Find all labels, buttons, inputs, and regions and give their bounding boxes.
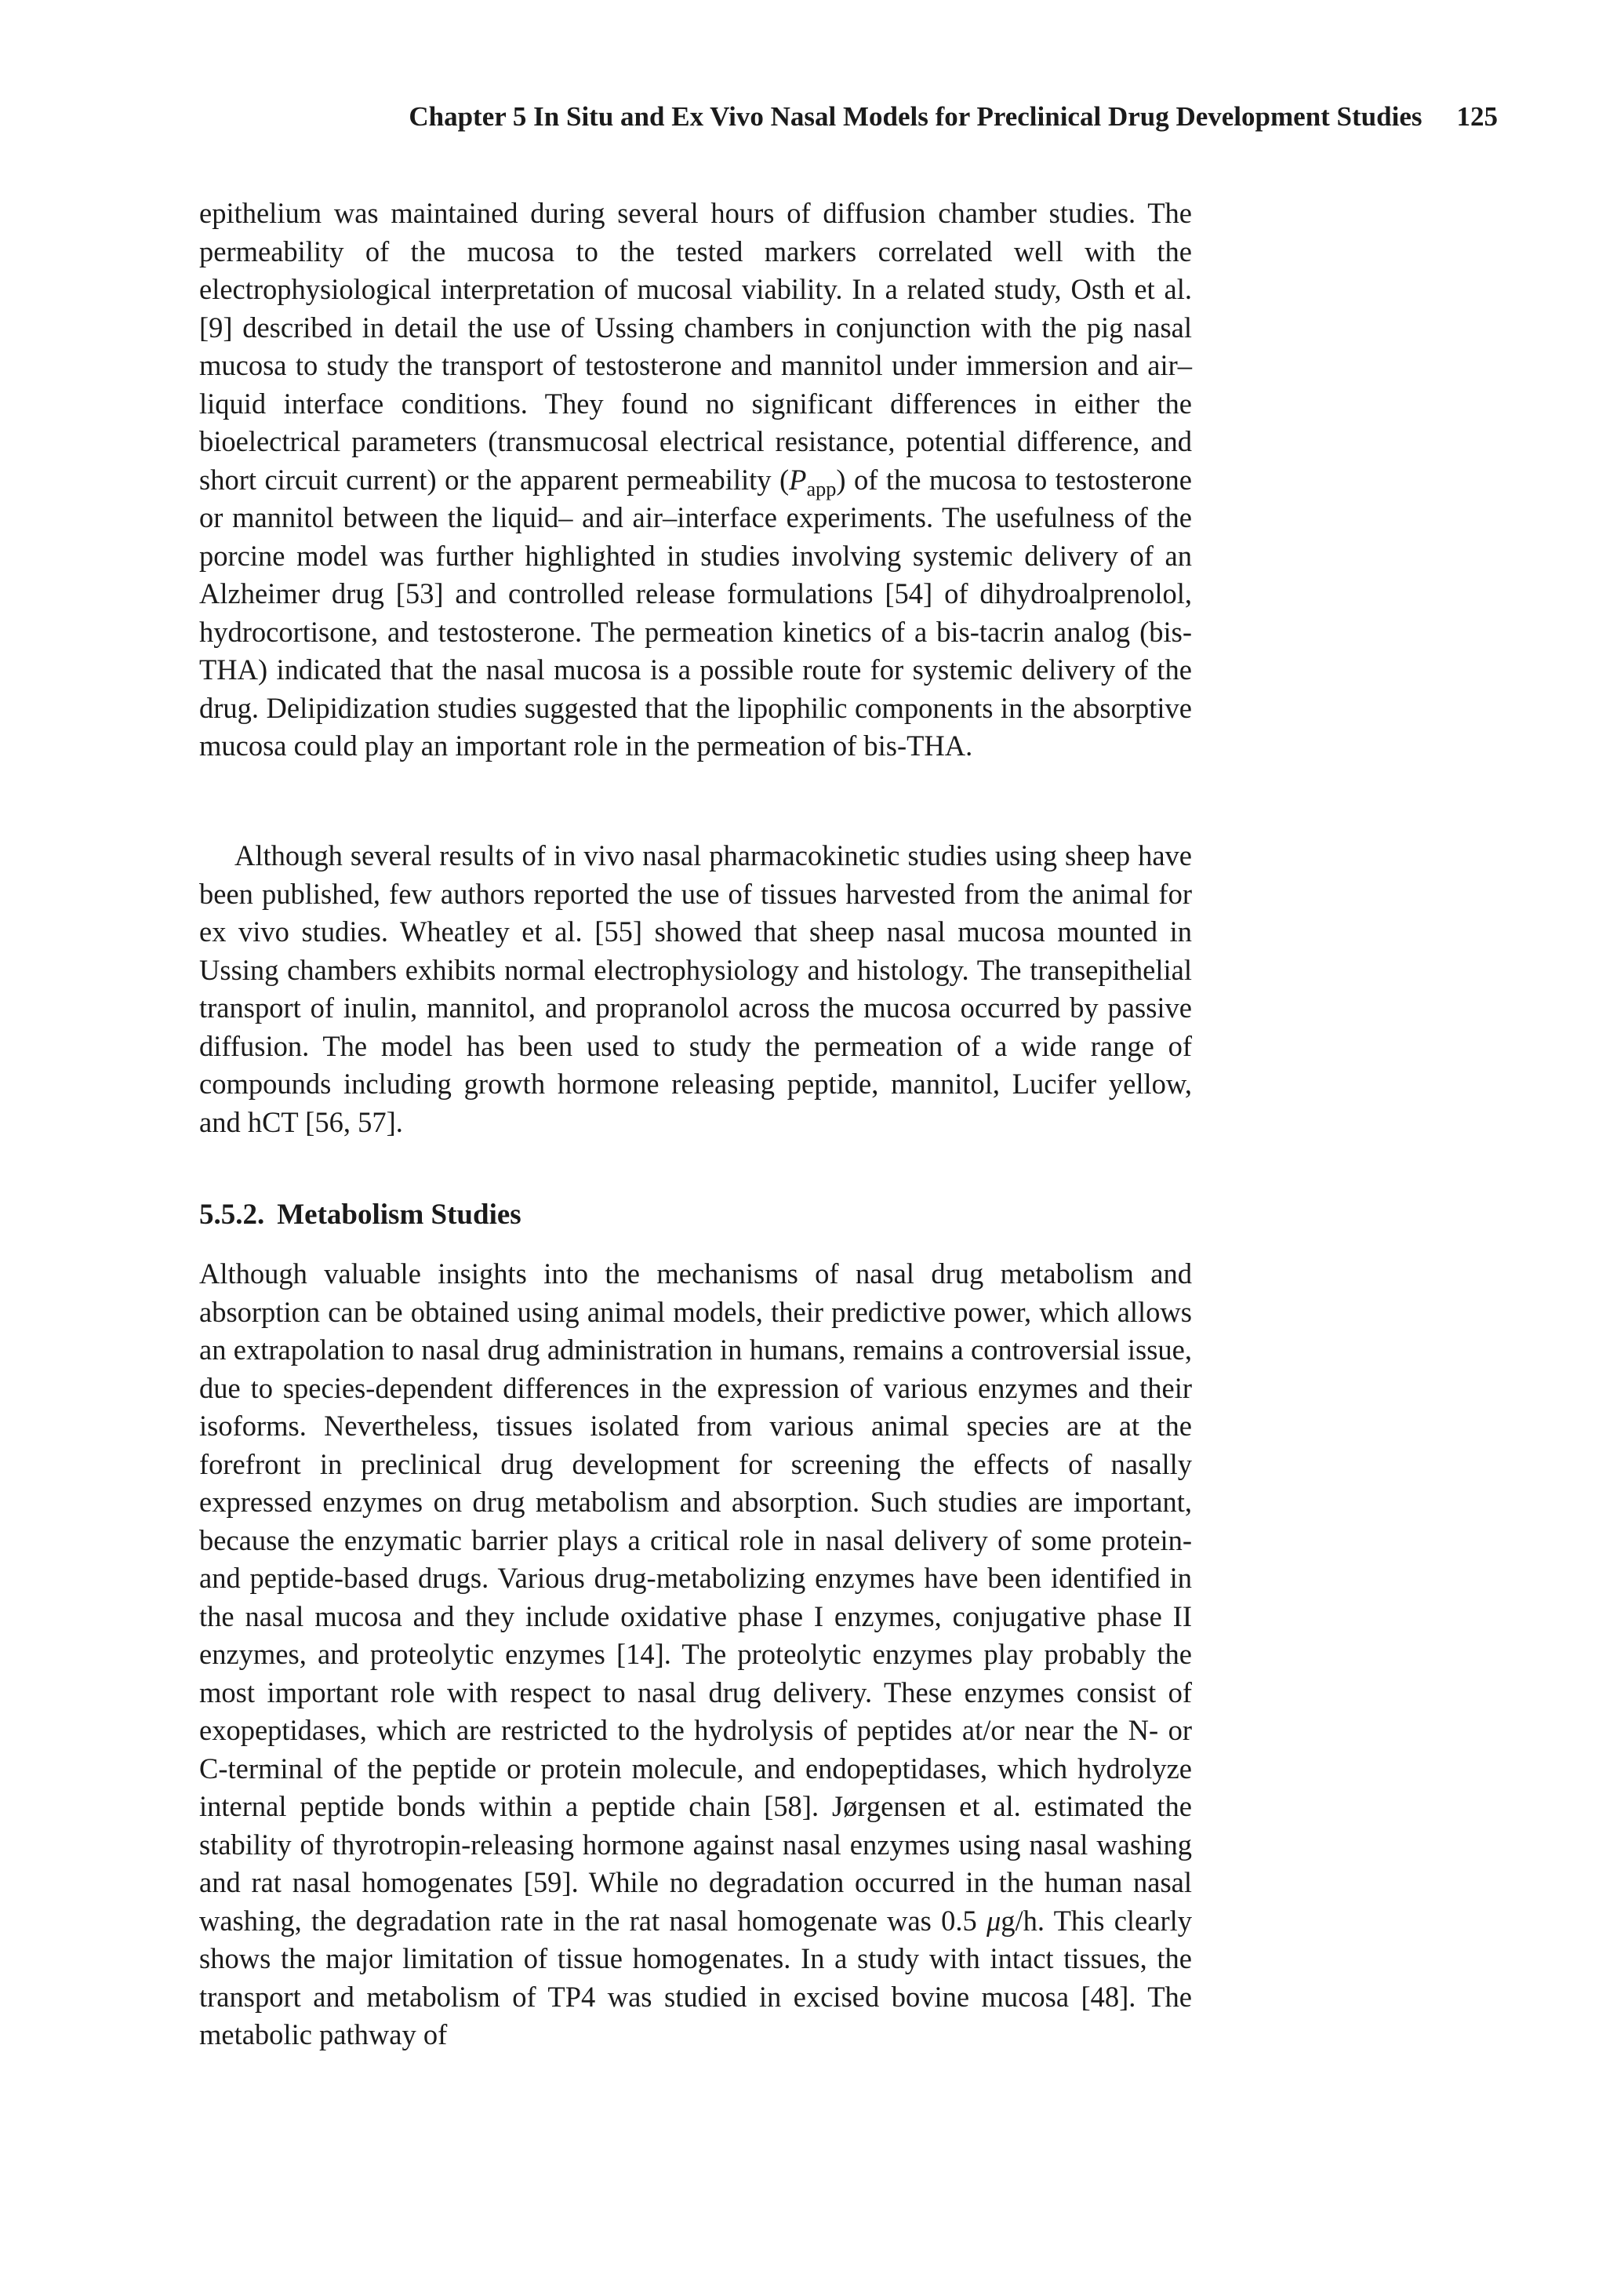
- permeability-subscript: app: [806, 477, 837, 500]
- paragraph-2-text: Although several results of in vivo nasal pharmacokinetic studies using sheep have been published, few authors reported the use of tissues harvested from the animal for ex vivo studies. Wheatley et al. [55] showed that sheep nasal mucosa mounted in Ussing chambers exhibits normal electrophysiology and histology. The transepithelial transport of inulin, mannitol, and propranolol across the mucosa occurred by passive diffusion. The model has been used to study the permeation of a wide range of compounds including growth hormone releasing peptide, mannitol, Lucifer yellow, and hCT [56, 57].: [199, 839, 1192, 1138]
- section-title: Metabolism Studies: [277, 1199, 521, 1231]
- paragraph-2: [199, 837, 1192, 1141]
- section-number: 5.5.2.: [199, 1199, 265, 1231]
- paragraph-3: [199, 1255, 1192, 2054]
- paragraph-3-text-a: Although valuable insights into the mechanisms of nasal drug metabolism and absorption can be obtained using animal models, their predictive power, which allows an extrapolation to nasal drug administration in humans, remains a controversial issue, due to species-dependent differences in the expression of various enzymes and their isoforms. Nevertheless, tissues isolated from various animal species are at the forefront in preclinical drug development for screening the effects of nasally expressed enzymes on drug metabolism and absorption. Such studies are important, because the enzymatic barrier plays a critical role in nasal delivery of some protein- and peptide-based drugs. Various drug-metabolizing enzymes have been identified in the nasal mucosa and they include oxidative phase I enzymes, conjugative phase II enzymes, and proteolytic enzymes [14]. The proteolytic enzymes play probably the most important role with respect to nasal drug delivery. These enzymes consist of exopeptidases, which are restricted to the hydrolysis of peptides at/or near the N- or C-terminal of the peptide or protein molecule, and endopeptidases, which hydrolyze internal peptide bonds within a peptide chain [58]. Jørgensen et al. estimated the stability of thyrotropin-releasing hormone against nasal enzymes using nasal washing and rat nasal homogenates [59]. While no degradation occurred in the human nasal washing, the degradation rate in the rat nasal homogenate was 0.5: [199, 1257, 1192, 1937]
- paragraph-3-text-b: g/h. This clearly shows the major limitation of tissue homogenates. In a study with intact tissues, the transport and metabolism of TP4 was studied in excised bovine mucosa [48]. The metabolic pathway of: [199, 1904, 1192, 2050]
- paragraph-1: [199, 195, 1192, 766]
- paragraph-1-text-b: ) of the mucosa to testosterone or mannitol between the liquid– and air–interface experiments. The usefulness of the porcine model was further highlighted in studies involving systemic delivery of an Alzheimer drug [53] and controlled release formulations [54] of dihydroalprenolol, hydrocortisone, and testosterone. The permeation kinetics of a bis-tacrin analog (bis-THA) indicated that the nasal mucosa is a possible route for systemic delivery of the drug. Delipidization studies suggested that the lipophilic components in the absorptive mucosa could play an important role in the permeation of bis-THA.: [199, 463, 1192, 762]
- paragraph-1-text-a: epithelium was maintained during several hours of diffusion chamber studies. The permeability of the mucosa to the tested markers correlated well with the electrophysiological interpretation of mucosal viability. In a related study, Osth et al. [9] described in detail the use of Ussing chambers in conjunction with the pig nasal mucosa to study the transport of testosterone and mannitol under immersion and air–liquid interface conditions. They found no significant differences in either the bioelectrical parameters (transmucosal electrical resistance, potential difference, and short circuit current) or the apparent permeability (: [199, 197, 1192, 496]
- permeability-symbol: P: [789, 463, 807, 496]
- section-heading: [199, 1198, 521, 1232]
- mu-symbol: μ: [986, 1904, 1001, 1937]
- running-head: [409, 100, 1498, 133]
- page-number: 125: [1456, 101, 1498, 132]
- chapter-title: Chapter 5 In Situ and Ex Vivo Nasal Models for Preclinical Drug Development Studies: [409, 101, 1423, 132]
